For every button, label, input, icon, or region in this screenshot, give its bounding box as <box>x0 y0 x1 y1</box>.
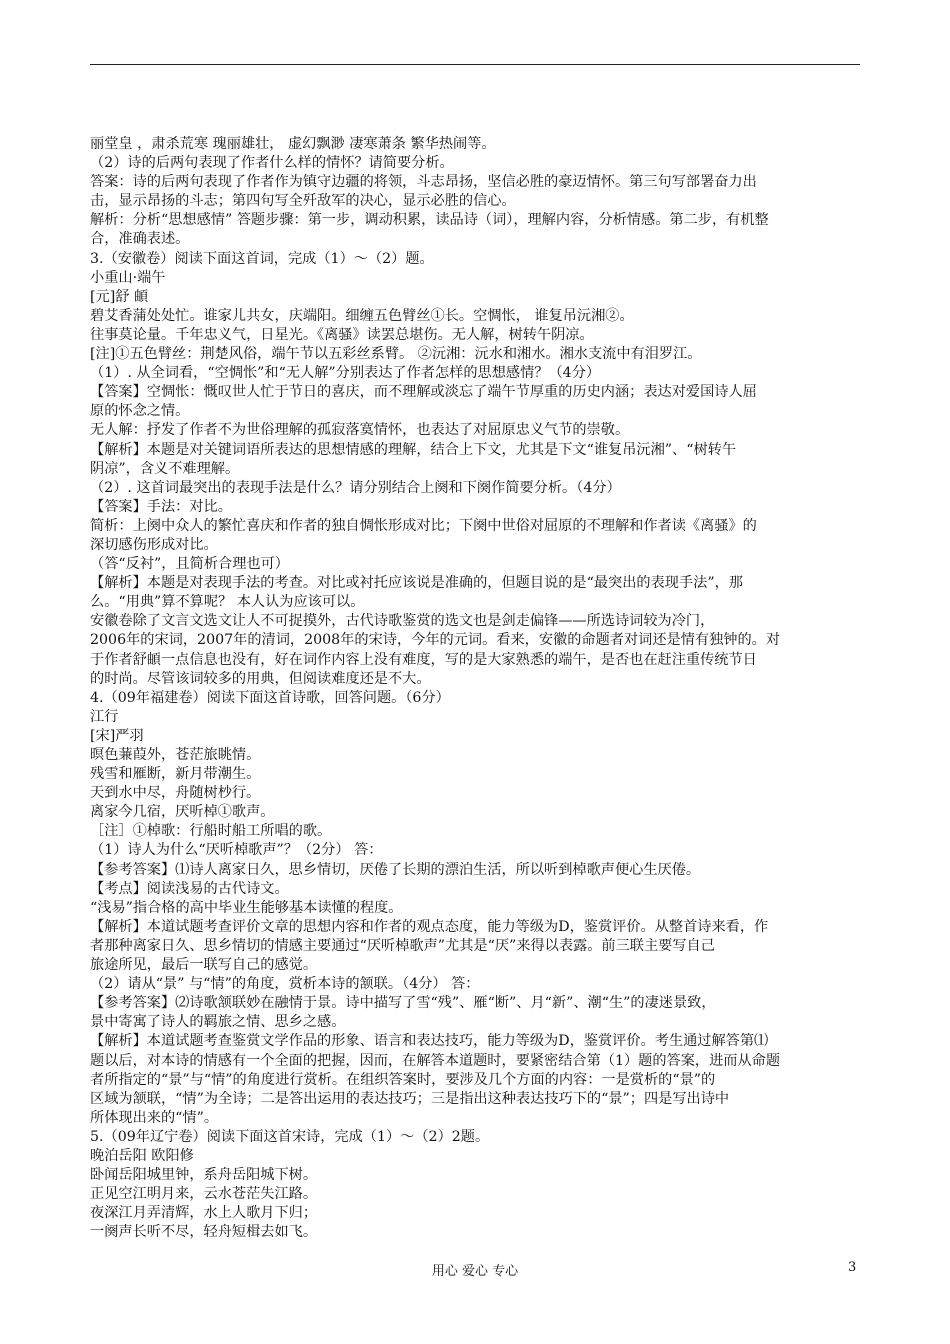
text-line: 题以后，对本诗的情感有一个全面的把握，因而，在解答本道题时，要紧密结合第（1）题的答案，进而从命题 <box>90 1052 781 1069</box>
text-line: 【参考答案】⑴诗人离家日久，思乡情切，厌倦了长期的漂泊生活，所以听到棹歌声便心生厌倦。 <box>90 861 701 878</box>
text-line: 旅途所见，最后一联写自己的感觉。 <box>90 957 318 974</box>
text-line: （2）. 这首词最突出的表现手法是什么？请分别结合上阕和下阕作简要分析。（4分） <box>90 479 621 496</box>
text-line: 合，准确表述。 <box>90 231 190 248</box>
text-line: 简析：上阕中众人的繁忙喜庆和作者的独自惆怅形成对比；下阕中世俗对屈原的不理解和作者读《离骚》的 <box>90 517 757 534</box>
text-line: 所体现出来的“情”。 <box>90 1109 219 1126</box>
document-body <box>90 135 862 1242</box>
text-line: （1）. 从全词看，“空惆怅”和“无人解”分别表达了作者怎样的思想感情？（4分） <box>90 365 601 382</box>
text-line: 无人解：抒发了作者不为世俗理解的孤寂落寞情怀，也表达了对屈原忠义气节的崇敬。 <box>90 422 630 439</box>
text-line: 【答案】手法：对比。 <box>90 498 232 515</box>
text-line: 小重山·端午 <box>90 269 166 286</box>
text-line: 碧艾香蒲处处忙。谁家儿共女，庆端阳。细缠五色臂丝①长。空惆怅， 谁复吊沅湘②。 <box>90 307 634 324</box>
text-line: （2）请从“景” 与“情”的角度，赏析本诗的颔联。（4分） 答： <box>90 976 480 993</box>
text-line: 正见空江明月来，云水苍茫失江路。 <box>90 1186 318 1203</box>
text-line: 阴凉”，含义不难理解。 <box>90 460 240 477</box>
text-line: “浅易”指合格的高中毕业生能够基本读懂的程度。 <box>90 899 403 916</box>
text-line: 者所指定的“景”与“情”的角度进行赏析。在组织答案时，要涉及几个方面的内容：一是赏析的“景”的 <box>90 1071 716 1088</box>
text-line: 景中寄寓了诗人的羁旅之情、思乡之感。 <box>90 1014 346 1031</box>
text-line: 天到水中尽，舟随树杪行。 <box>90 785 261 802</box>
text-line: 残雪和雁断，新月带潮生。 <box>90 766 261 783</box>
text-line: 者那种离家日久、思乡情切的情感主要通过“厌听棹歌声”尤其是“厌”来得以表露。前三联主要写自己 <box>90 937 715 954</box>
text-line: （答“反衬”，且简析合理也可） <box>90 556 289 573</box>
page-number: 3 <box>848 1260 857 1275</box>
text-line: 卧闻岳阳城里钟，系舟岳阳城下树。 <box>90 1167 318 1184</box>
text-line: 【解析】本题是对关键词语所表达的思想情感的理解，结合上下文，尤其是下文“谁复吊沅湘”、“树转午 <box>90 441 737 458</box>
text-line: 江行 <box>90 708 119 725</box>
text-line: 夜深江月弄清辉，水上人歌月下归； <box>90 1205 318 1222</box>
text-line: [元]舒 頔 <box>90 288 149 305</box>
text-line: 3.（安徽卷）阅读下面这首词，完成（1）～（2）题。 <box>90 250 434 267</box>
text-line: 深切感伤形成对比。 <box>90 536 218 553</box>
text-line: 击，显示昂扬的斗志；第四句写全歼敌军的决心，显示必胜的信心。 <box>90 193 516 210</box>
text-line: 离家今几宿，厌听棹①歌声。 <box>90 804 275 821</box>
text-line: 4.（09年福建卷）阅读下面这首诗歌，回答问题。（6分） <box>90 689 450 706</box>
text-line: 【参考答案】⑵诗歌颔联妙在融情于景。诗中描写了雪“残”、雁“断”、月“新”、潮“生”的凄迷景致， <box>90 995 716 1012</box>
text-line: 么。“用典”算不算呢？ 本人认为应该可以。 <box>90 594 365 611</box>
text-line: 丽堂皇 ，肃杀荒寒 瑰丽雄壮， 虚幻飘渺 凄寒萧条 繁华热闹等。 <box>90 136 496 152</box>
text-line: 2006年的宋词，2007年的清词，2008年的宋诗，今年的元词。看来，安徽的命题者对词还是情有独钟的。对 <box>90 632 781 649</box>
text-line: 区域为颔联，“情”为全诗；二是答出运用的表达技巧；三是指出这种表达技巧下的“景”；四是写出诗中 <box>90 1090 730 1107</box>
text-line: 往事莫论量。千年忠义气，日星光。《离骚》读罢总堪伤。无人解，树转午阴凉。 <box>90 326 594 343</box>
text-line: 解析：分析“思想感情” 答题步骤：第一步，调动积累，读品诗（词），理解内容，分析情感。第二步，有机整 <box>90 212 769 229</box>
text-line: 一阕声长听不尽，轻舟短楫去如飞。 <box>90 1224 318 1241</box>
header-rule <box>90 64 860 65</box>
text-line: 5.（09年辽宁卷）阅读下面这首宋诗，完成（1）～（2）2题。 <box>90 1128 490 1145</box>
text-line: 【解析】本道试题考查鉴赏文学作品的形象、语言和表达技巧，能力等级为D，鉴赏评价。考生通过解答第⑴ <box>90 1033 769 1050</box>
text-line: 答案：诗的后两句表现了作者作为镇守边疆的将领，斗志昂扬，坚信必胜的豪迈情怀。第三句写部署奋力出 <box>90 174 757 191</box>
text-line: 原的怀念之情。 <box>90 403 190 420</box>
text-line: 【考点】阅读浅易的古代诗文。 <box>90 880 289 897</box>
text-line: [注]①五色臂丝：荆楚风俗，端午节以五彩丝系臂。 ②沅湘：沅水和湘水。湘水支流中有泪罗江。 <box>90 346 702 363</box>
text-line: 【答案】空惆怅：慨叹世人忙于节日的喜庆，而不理解或淡忘了端午节厚重的历史内涵；表达对爱国诗人屈 <box>90 384 757 401</box>
text-line: 暝色蒹葭外，苍茫旅眺情。 <box>90 747 261 763</box>
footer-motto: 用心 爱心 专心 <box>431 1264 519 1279</box>
text-line: 【解析】本题是对表现手法的考查。对比或衬托应该说是准确的，但题目说的是“最突出的表现手法”，那 <box>90 575 743 592</box>
text-line: 安徽卷除了文言文选文让人不可捉摸外，古代诗歌鉴赏的选文也是剑走偏锋——所选诗词较为冷门， <box>90 613 715 630</box>
text-line: [宋]严羽 <box>90 727 144 744</box>
text-line: （1）诗人为什么“厌听棹歌声”？（2分） 答： <box>90 842 383 859</box>
text-line: 于作者舒頔一点信息也没有，好在词作内容上没有难度，写的是大家熟悉的端午，是否也在赶注重传统节日 <box>90 651 757 668</box>
text-line: 【解析】本道试题考查评价文章的思想内容和作者的观点态度，能力等级为D，鉴赏评价。从整首诗来看，作 <box>90 918 769 935</box>
text-line: ［注］①棹歌：行船时船工所唱的歌。 <box>90 823 332 840</box>
text-line: 的时尚。尽管该词较多的用典，但阅读难度还是不大。 <box>90 670 431 687</box>
text-line: 晚泊岳阳 欧阳修 <box>90 1147 194 1164</box>
text-line: （2）诗的后两句表现了作者什么样的情怀？请简要分析。 <box>90 155 454 172</box>
